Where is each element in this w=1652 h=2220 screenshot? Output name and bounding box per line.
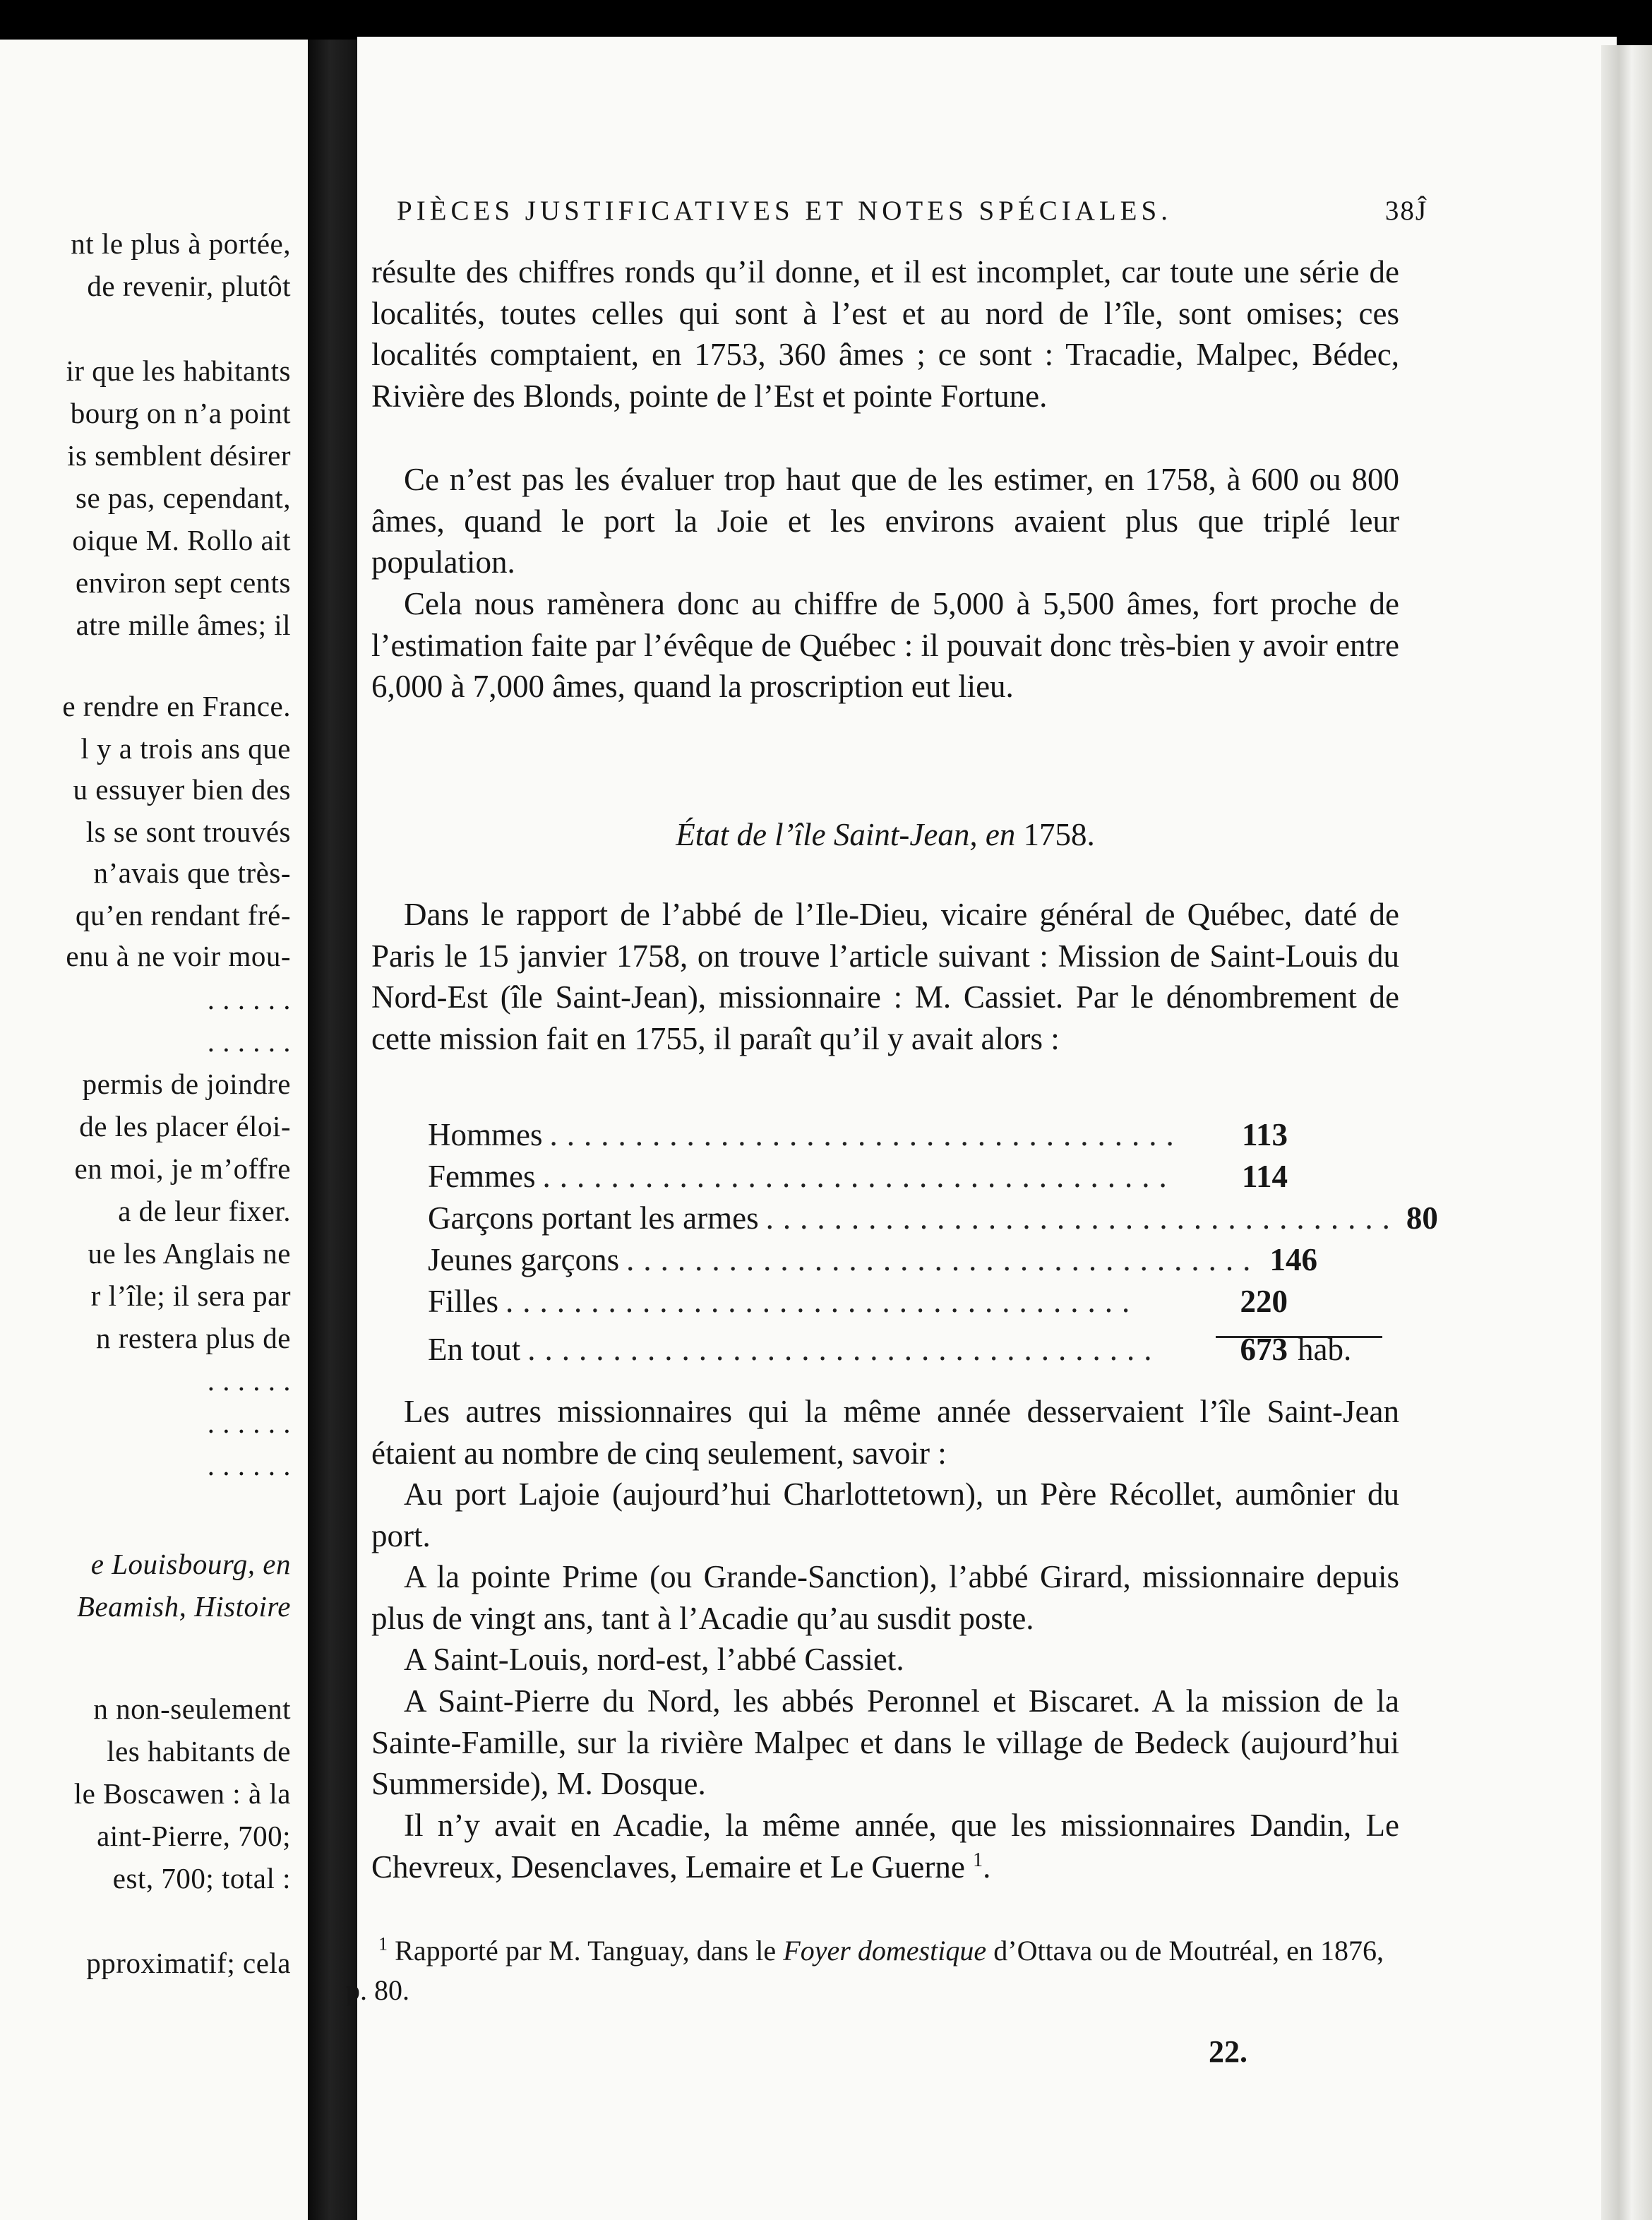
left-page-line: atre mille âmes; il xyxy=(76,609,291,641)
left-page-line: bourg on n’a point xyxy=(70,397,291,429)
running-title: PIÈCES JUSTIFICATIVES ET NOTES SPÉCIALES. xyxy=(397,196,1172,226)
left-page-line: . . . . . . xyxy=(207,1025,291,1058)
book-gutter xyxy=(308,40,363,2220)
left-page-line: en moi, je m’offre xyxy=(74,1152,291,1185)
census-table xyxy=(428,1114,1438,1323)
census-row xyxy=(428,1281,1382,1323)
left-page-line: permis de joindre xyxy=(82,1068,291,1100)
left-page-line: a de leur fixer. xyxy=(118,1195,291,1227)
left-page-line: ir que les habitants xyxy=(66,354,291,387)
section-title-text: État de l’île Saint-Jean, en xyxy=(676,817,1016,852)
census-total-label: En tout xyxy=(428,1332,521,1367)
paragraph-6: Au port Lajoie (aujourd’hui Charlottetown), un Père Récollet, aumônier du port. xyxy=(371,1476,1399,1553)
left-page-line: ls se sont trouvés xyxy=(85,816,291,848)
census-total-row xyxy=(428,1329,1382,1371)
census-label: Garçons portant les armes xyxy=(428,1200,759,1236)
footnote-mark: 1 xyxy=(378,1933,388,1955)
left-page-line: r l’île; il sera par xyxy=(90,1279,291,1312)
left-page-line: e Louisbourg, en xyxy=(90,1548,291,1580)
census-value: 114 xyxy=(1241,1159,1288,1194)
left-page-line: est, 700; total : xyxy=(112,1862,291,1894)
page-number: 38Ĵ xyxy=(1384,196,1427,226)
dot-leader: ..................................... xyxy=(765,1200,1399,1236)
left-page-line: se pas, cependant, xyxy=(76,482,291,514)
left-page-line: l y a trois ans que xyxy=(80,732,291,765)
left-page-line: aint-Pierre, 700; xyxy=(97,1820,291,1852)
footnote-italic: Foyer domestique xyxy=(783,1935,987,1967)
dot-leader: ..................................... xyxy=(626,1242,1260,1277)
left-page-line: n’avais que très- xyxy=(93,857,291,889)
dot-leader: ..................................... xyxy=(549,1117,1183,1152)
census-value: 80 xyxy=(1406,1200,1438,1236)
left-page-line: . . . . . . xyxy=(207,1449,291,1481)
section-title xyxy=(371,816,1399,853)
footnote xyxy=(346,1931,1384,2010)
left-page-line: is semblent désirer xyxy=(67,439,291,472)
left-page xyxy=(0,40,308,2220)
paragraph-3: Cela nous ramènera donc au chiffre de 5,000 à 5,500 âmes, fort proche de l’estimation faite par l’évêque de Québec : il pouvait donc très-bien y avoir entre 6,000 à 7,000 âmes, quand la proscription eut lieu. xyxy=(371,586,1399,704)
page-edge xyxy=(1601,45,1652,2220)
paragraph-7: A la pointe Prime (ou Grande-Sanction), l’abbé Girard, missionnaire depuis plus de vingt ans, tant à l’Acadie qu’au susdit poste. xyxy=(371,1559,1399,1636)
paragraph-2: Ce n’est pas les évaluer trop haut que de les estimer, en 1758, à 600 ou 800 âmes, quand le port la Joie et les environs avaient plus que triplé leur population. xyxy=(371,462,1399,580)
dot-leader: ..................................... xyxy=(542,1159,1176,1194)
census-row xyxy=(428,1239,1382,1281)
left-page-line: le Boscawen : à la xyxy=(73,1777,291,1810)
footnote-text-a: Rapporté par M. Tanguay, dans le xyxy=(395,1935,777,1967)
census-label: Femmes xyxy=(428,1159,536,1194)
census-total-unit: hab. xyxy=(1298,1332,1352,1367)
census-row xyxy=(428,1198,1438,1239)
census-value: 113 xyxy=(1241,1117,1288,1152)
paragraph-1: résulte des chiffres ronds qu’il donne, et il est incomplet, car toute une série de localités, toutes celles qui sont à l’est et au nord de l’île, sont omises; ces localités comptaient, en 1753, 360 âmes ; ce sont : Tracadie, Malpec, Bédec, Rivière des Blonds, pointe de l’Est et pointe Fortune. xyxy=(371,254,1399,414)
footnote-reference: 1 xyxy=(973,1849,983,1871)
left-page-line: oique M. Rollo ait xyxy=(72,524,291,556)
dot-leader: ..................................... xyxy=(505,1284,1139,1319)
left-page-line: n restera plus de xyxy=(95,1322,291,1354)
left-page-line: qu’en rendant fré- xyxy=(76,899,291,931)
census-row xyxy=(428,1156,1382,1198)
left-page-line: pproximatif; cela xyxy=(86,1947,291,1979)
left-page-line: n non-seulement xyxy=(93,1693,291,1725)
left-page-line: e rendre en France. xyxy=(62,690,291,722)
left-page-line: environ sept cents xyxy=(75,566,291,599)
census-total xyxy=(428,1329,1382,1371)
left-page-line: ue les Anglais ne xyxy=(88,1237,291,1270)
left-page-line: les habitants de xyxy=(107,1735,291,1767)
census-label: Hommes xyxy=(428,1117,543,1152)
left-page-line: . . . . . . xyxy=(207,983,291,1015)
paragraph-9: A Saint-Pierre du Nord, les abbés Peronnel et Biscaret. A la mission de la Sainte-Famille, sur la rivière Malpec et dans le village de Bedeck (aujourd’hui Summerside), M. Dosque. xyxy=(371,1683,1399,1801)
paragraph-10-end: . xyxy=(983,1849,991,1885)
section-title-year: 1758. xyxy=(1023,817,1095,852)
paragraph-5: Les autres missionnaires qui la même année desservaient l’île Saint-Jean étaient au nombre de cinq seulement, savoir : xyxy=(371,1394,1399,1471)
census-row xyxy=(428,1114,1382,1156)
left-page-line: nt le plus à portée, xyxy=(71,227,291,260)
paragraph-10 xyxy=(371,1805,1399,1887)
left-page-line: u essuyer bien des xyxy=(73,773,291,806)
paragraph-8: A Saint-Louis, nord-est, l’abbé Cassiet. xyxy=(404,1642,904,1677)
paragraph-4: Dans le rapport de l’abbé de l’Ile-Dieu, vicaire général de Québec, daté de Paris le 15 janvier 1758, on trouve l’article suivant : Mission de Saint-Louis du Nord-Est (île Saint-Jean), missionnaire : M. Cassiet. Par le dénombrement de cette mission fait en 1755, il paraît qu’il y avait alors : xyxy=(371,897,1399,1056)
footnote-text-b: d’Ottava ou de Moutréal, en 1876, p. 80. xyxy=(346,1935,1384,2006)
left-page-line: . . . . . . xyxy=(207,1407,291,1439)
running-header xyxy=(397,195,1427,227)
signature-mark: 22. xyxy=(1209,2034,1247,2069)
left-page-line: Beamish, Histoire xyxy=(76,1590,291,1623)
census-value: 220 xyxy=(1240,1284,1288,1319)
left-page-line: de revenir, plutôt xyxy=(87,270,291,302)
left-page-line: de les placer éloi- xyxy=(79,1110,291,1142)
left-page-line: . . . . . . xyxy=(207,1364,291,1397)
left-page-line: enu à ne voir mou- xyxy=(66,940,291,972)
dot-leader: ..................................... xyxy=(527,1332,1161,1367)
census-total-value: 673 xyxy=(1240,1332,1288,1367)
census-value: 146 xyxy=(1269,1242,1317,1277)
census-label: Filles xyxy=(428,1284,499,1319)
census-label: Jeunes garçons xyxy=(428,1242,620,1277)
paragraph-10-text: Il n’y avait en Acadie, la même année, que les missionnaires Dandin, Le Chevreux, Desenclaves, Lemaire et Le Guerne xyxy=(371,1808,1399,1885)
